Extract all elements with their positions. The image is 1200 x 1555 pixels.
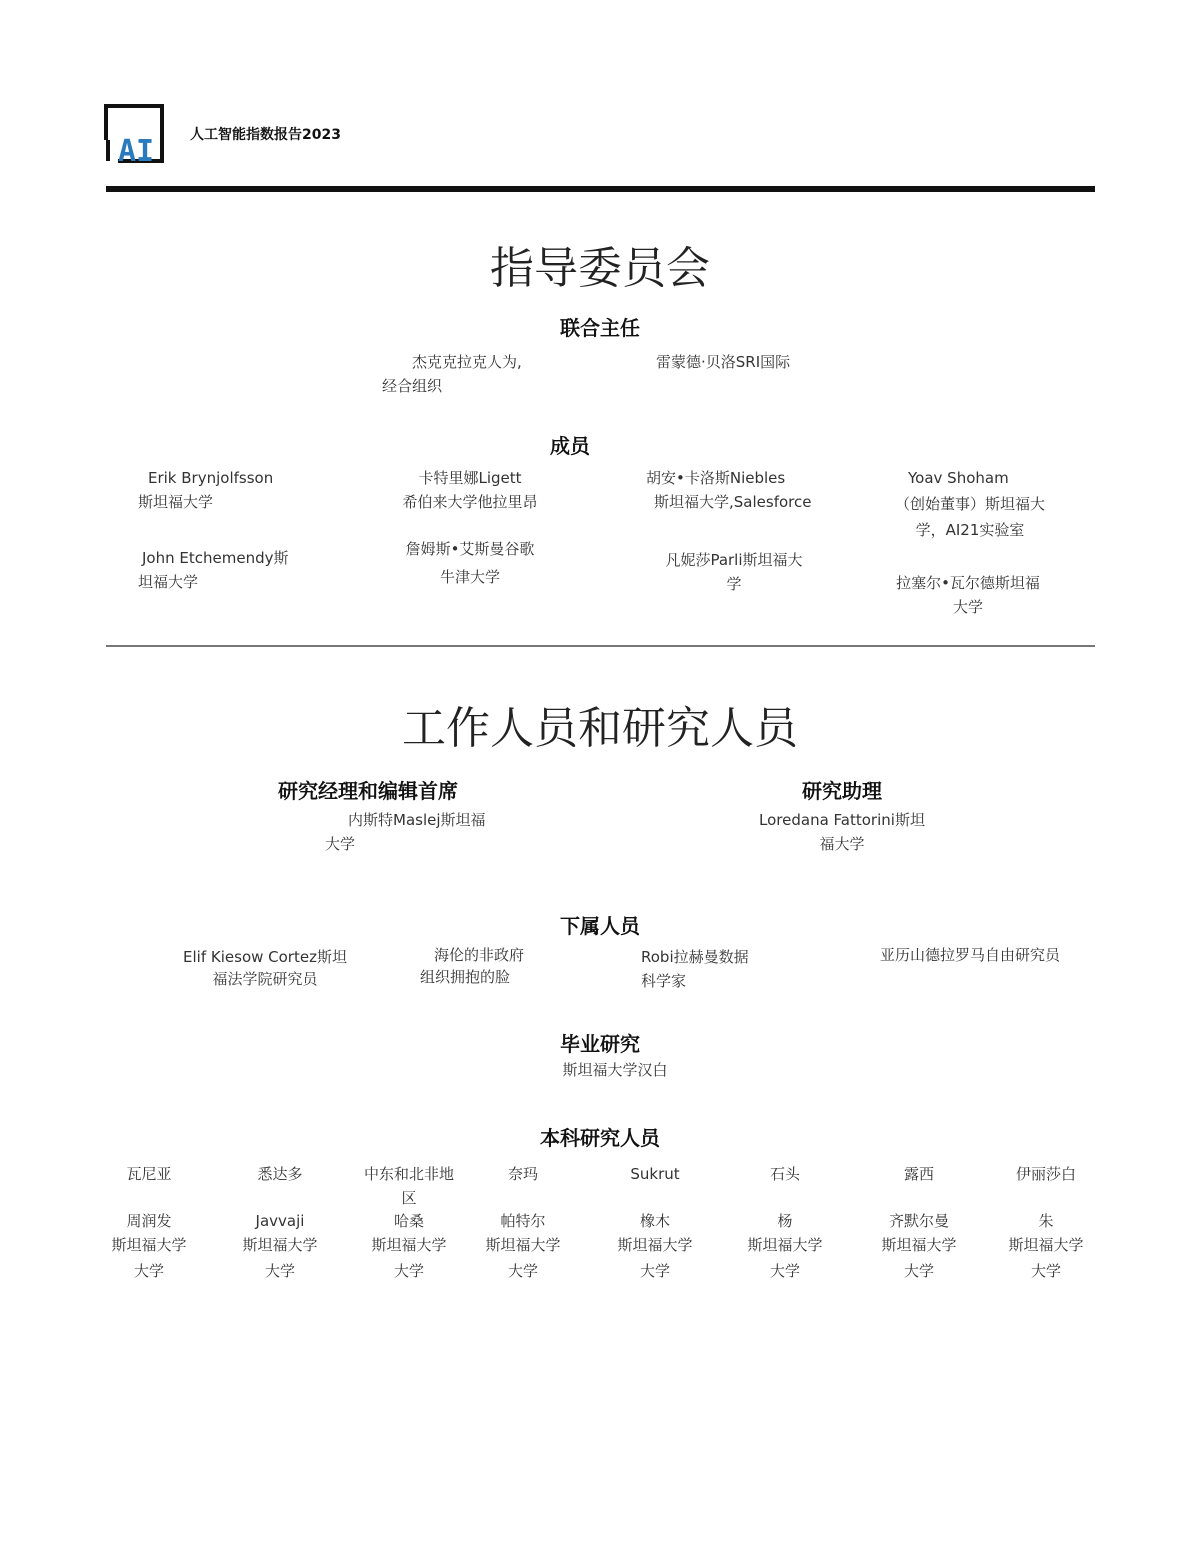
member-affiliation: 大学 [952,598,983,616]
co-chair-1 [382,350,562,398]
affiliate-item: 亚历山德拉罗马自由研究员 [880,946,1061,964]
undergrad-affiliation: 大学 [393,1262,424,1280]
member-name: 胡安•卡洛斯Niebles [646,469,786,487]
member-name: 拉塞尔•瓦尔德斯坦福 [896,574,1040,592]
undergrad-person [478,1209,568,1283]
undergrad-last-name: Javvaji [255,1212,305,1230]
undergrad-last-name: 哈桑 [393,1212,424,1230]
undergrad-last-name: 周润发 [126,1212,172,1230]
graduate-researcher-heading: 毕业研究 [560,1032,640,1056]
member-affiliation: 牛津大学 [439,568,500,586]
affiliate-affiliation: 福法学院研究员 [212,970,318,988]
ai-index-logo [104,104,174,166]
assistant-name: Loredana Fattorini斯坦 [759,811,925,829]
undergrad-affiliation: 大学 [1030,1262,1061,1280]
co-chair-2: 雷蒙德·贝洛SRI国际 [656,353,791,371]
affiliate-item [170,945,360,991]
affiliate-item [420,943,580,989]
undergrad-affiliation: 大学 [639,1262,670,1280]
undergraduate-heading: 本科研究人员 [540,1126,660,1150]
member-item [878,571,1058,619]
undergrad-first-name: 伊丽莎白 [1015,1165,1076,1183]
undergrad-first-name: Sukrut [630,1165,680,1183]
steering-committee-title: 指导委员会 [490,243,710,294]
undergrad-person [740,1209,830,1283]
co-chair-1-affiliation: 经合组织 [382,377,443,395]
member-affiliation: 坦福大学 [138,573,199,591]
affiliate-item [641,945,801,993]
undergrad-last-name: 帕特尔 [500,1212,546,1230]
undergrad-person [364,1209,454,1283]
member-affiliation: 学，AI21实验室 [915,521,1025,539]
research-assistant-heading: 研究助理 [802,779,882,803]
undergrad-affiliation: 大学 [903,1262,934,1280]
undergrad-first-name-part: 中东和北非地 [363,1165,454,1183]
undergrad-affiliation: 斯坦福大学 [747,1236,823,1254]
undergrad-first-name: 奈玛 [507,1165,538,1183]
member-item [380,466,560,514]
member-name: Yoav Shoham [908,469,1009,487]
undergrad-person [874,1209,964,1283]
member-item [138,546,338,594]
manager-name: 内斯特Maslej斯坦福 [348,811,486,829]
member-affiliation: 希伯来大学他拉里昂 [402,493,538,511]
undergrad-last-name: 橡木 [639,1212,670,1230]
undergrad-first-name: 石头 [769,1165,800,1183]
member-item [646,466,846,514]
affiliate-affiliation: 科学家 [641,972,687,990]
co-chair-1-name: 杰克克拉克人为, [412,353,522,371]
research-manager-heading: 研究经理和编辑首席 [278,779,458,803]
undergrad-person [610,1209,700,1283]
member-name: 凡妮莎Parli斯坦福大 [665,551,803,569]
undergrad-affiliation: 斯坦福大学 [881,1236,957,1254]
header-divider [106,186,1095,192]
undergrad-first-name: 悉达多 [257,1165,303,1183]
member-name: Erik Brynjolfsson [148,469,274,487]
undergrad-affiliation: 斯坦福大学 [1008,1236,1084,1254]
undergrad-affiliation: 斯坦福大学 [617,1236,693,1254]
member-name: 詹姆斯•艾斯曼谷歌 [405,540,535,558]
member-item [646,548,822,596]
undergrad-first-name-part: 区 [401,1189,417,1207]
research-assistant [742,808,942,856]
staff-title: 工作人员和研究人员 [402,703,798,754]
undergrad-affiliation: 斯坦福大学 [242,1236,318,1254]
undergrad-affiliation: 大学 [133,1262,164,1280]
undergrad-person [235,1209,325,1283]
member-item [138,466,338,514]
member-name: John Etchemendy斯 [142,549,289,567]
undergrad-person [1001,1209,1091,1283]
affiliate-name: Elif Kiesow Cortez斯坦 [183,948,347,966]
manager-affiliation: 大学 [325,835,356,853]
affiliated-heading: 下属人员 [560,914,640,938]
report-title: 人工智能指数报告2023 [190,127,341,143]
undergrad-affiliation: 大学 [769,1262,800,1280]
undergrad-last-name: 朱 [1038,1212,1054,1230]
affiliate-affiliation: 组织拥抱的脸 [420,968,511,986]
undergrad-affiliation: 斯坦福大学 [371,1236,447,1254]
undergrad-first-name: 瓦尼亚 [126,1165,172,1183]
research-manager [325,808,525,856]
affiliate-name: 海伦的非政府 [434,946,525,964]
members-heading: 成员 [550,434,590,458]
undergrad-affiliation: 斯坦福大学 [111,1236,187,1254]
affiliate-name: Robi拉赫曼数据 [641,948,749,966]
undergrad-person [104,1209,194,1283]
member-item [380,537,560,589]
undergrad-last-name: 齐默尔曼 [888,1212,949,1230]
assistant-affiliation: 福大学 [819,835,865,853]
graduate-researcher: 斯坦福大学汉白 [562,1061,668,1079]
member-affiliation: 斯坦福大学 [138,493,214,511]
logo-text: AI [118,134,155,166]
undergrad-first-name: 露西 [903,1165,934,1183]
member-affiliation: 斯坦福大学,Salesforce [654,493,812,511]
undergrad-last-name: 杨 [777,1212,793,1230]
section-divider [106,645,1095,647]
member-affiliation: （创始董事）斯坦福大 [894,495,1045,513]
undergrad-affiliation: 大学 [264,1262,295,1280]
member-affiliation: 学 [726,575,742,593]
member-item [880,466,1060,542]
undergrad-affiliation: 斯坦福大学 [485,1236,561,1254]
co-chairs-heading: 联合主任 [560,316,640,340]
undergrad-first-name [354,1162,464,1210]
undergrad-affiliation: 大学 [507,1262,538,1280]
member-name: 卡特里娜Ligett [418,469,522,487]
